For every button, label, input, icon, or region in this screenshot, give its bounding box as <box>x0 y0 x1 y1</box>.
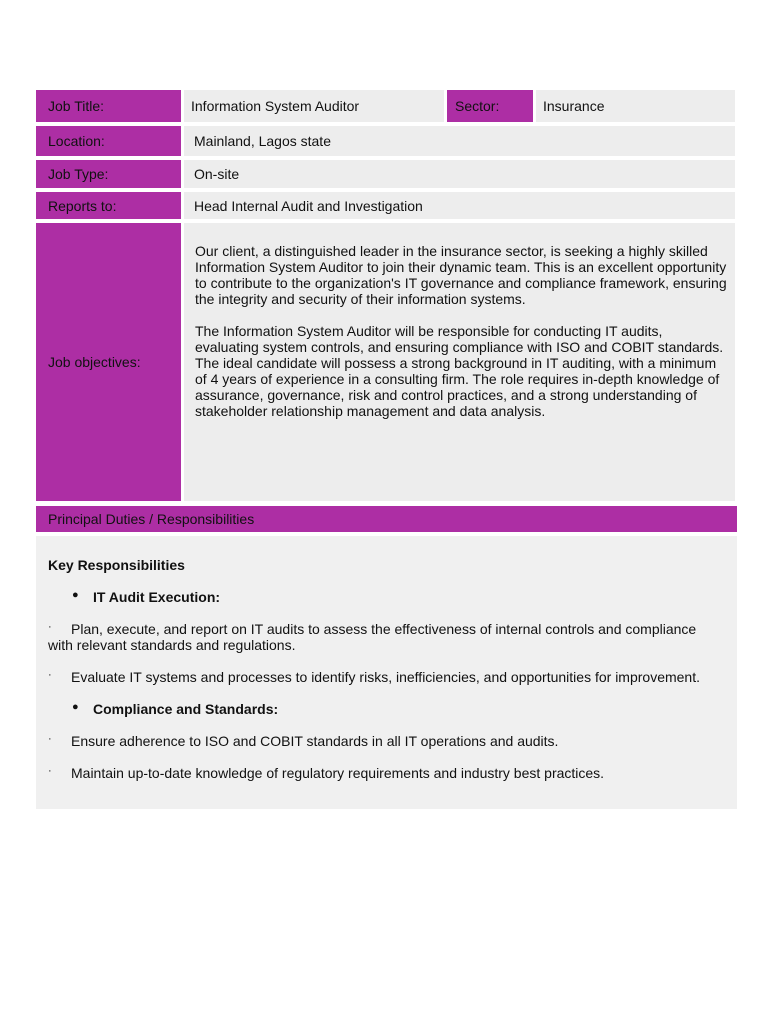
sector-label: Sector: <box>447 90 533 122</box>
objectives-paragraph: Our client, a distinguished leader in the insurance sector, is seeking a highly skilled Information System Auditor to join their dynamic team. This is an excellent opportunity to contribute to the organization's IT governance and compliance framework, ensuring the integrity and security of their information systems. <box>195 243 727 307</box>
responsibility-item: Plan, execute, and report on IT audits to assess the effectiveness of internal controls and compliance with relevant standards and regulations. <box>48 621 697 653</box>
item-dot-icon: · <box>48 765 52 777</box>
location-value: Mainland, Lagos state <box>184 126 735 156</box>
group-title-it-audit: IT Audit Execution: <box>93 589 221 605</box>
objectives-content <box>184 223 735 501</box>
item-dot-icon: · <box>48 733 52 745</box>
sector-value: Insurance <box>536 90 735 122</box>
job-type-value: On-site <box>184 160 735 188</box>
reports-to-value: Head Internal Audit and Investigation <box>184 192 735 219</box>
job-title-value: Information System Auditor <box>184 90 444 122</box>
objectives-label: Job objectives: <box>36 223 181 501</box>
responsibility-item: Evaluate IT systems and processes to identify risks, inefficiencies, and opportunities for improvement. <box>71 669 701 685</box>
bullet-icon: ● <box>72 589 79 601</box>
location-label: Location: <box>36 126 181 156</box>
group-title-compliance: Compliance and Standards: <box>93 701 279 717</box>
job-type-label: Job Type: <box>36 160 181 188</box>
item-dot-icon: · <box>48 669 52 681</box>
job-title-label: Job Title: <box>36 90 181 122</box>
responsibility-item: Ensure adherence to ISO and COBIT standards in all IT operations and audits. <box>71 733 559 749</box>
key-responsibilities-heading: Key Responsibilities <box>48 557 185 573</box>
item-dot-icon: · <box>48 621 52 633</box>
reports-to-label: Reports to: <box>36 192 181 219</box>
bullet-icon: ● <box>72 701 79 713</box>
objectives-paragraph: The Information System Auditor will be responsible for conducting IT audits, evaluating system controls, and ensuring compliance with ISO and COBIT standards. The ideal candidate will possess a strong background in IT auditing, with a minimum of 4 years of experience in a consulting firm. The role requires in-depth knowledge of assurance, governance, risk and control practices, and a strong understanding of stakeholder relationship management and data analysis. <box>195 323 724 419</box>
principal-duties-header: Principal Duties / Responsibilities <box>36 506 737 532</box>
responsibility-item: Maintain up-to-date knowledge of regulatory requirements and industry best practices. <box>71 765 605 781</box>
